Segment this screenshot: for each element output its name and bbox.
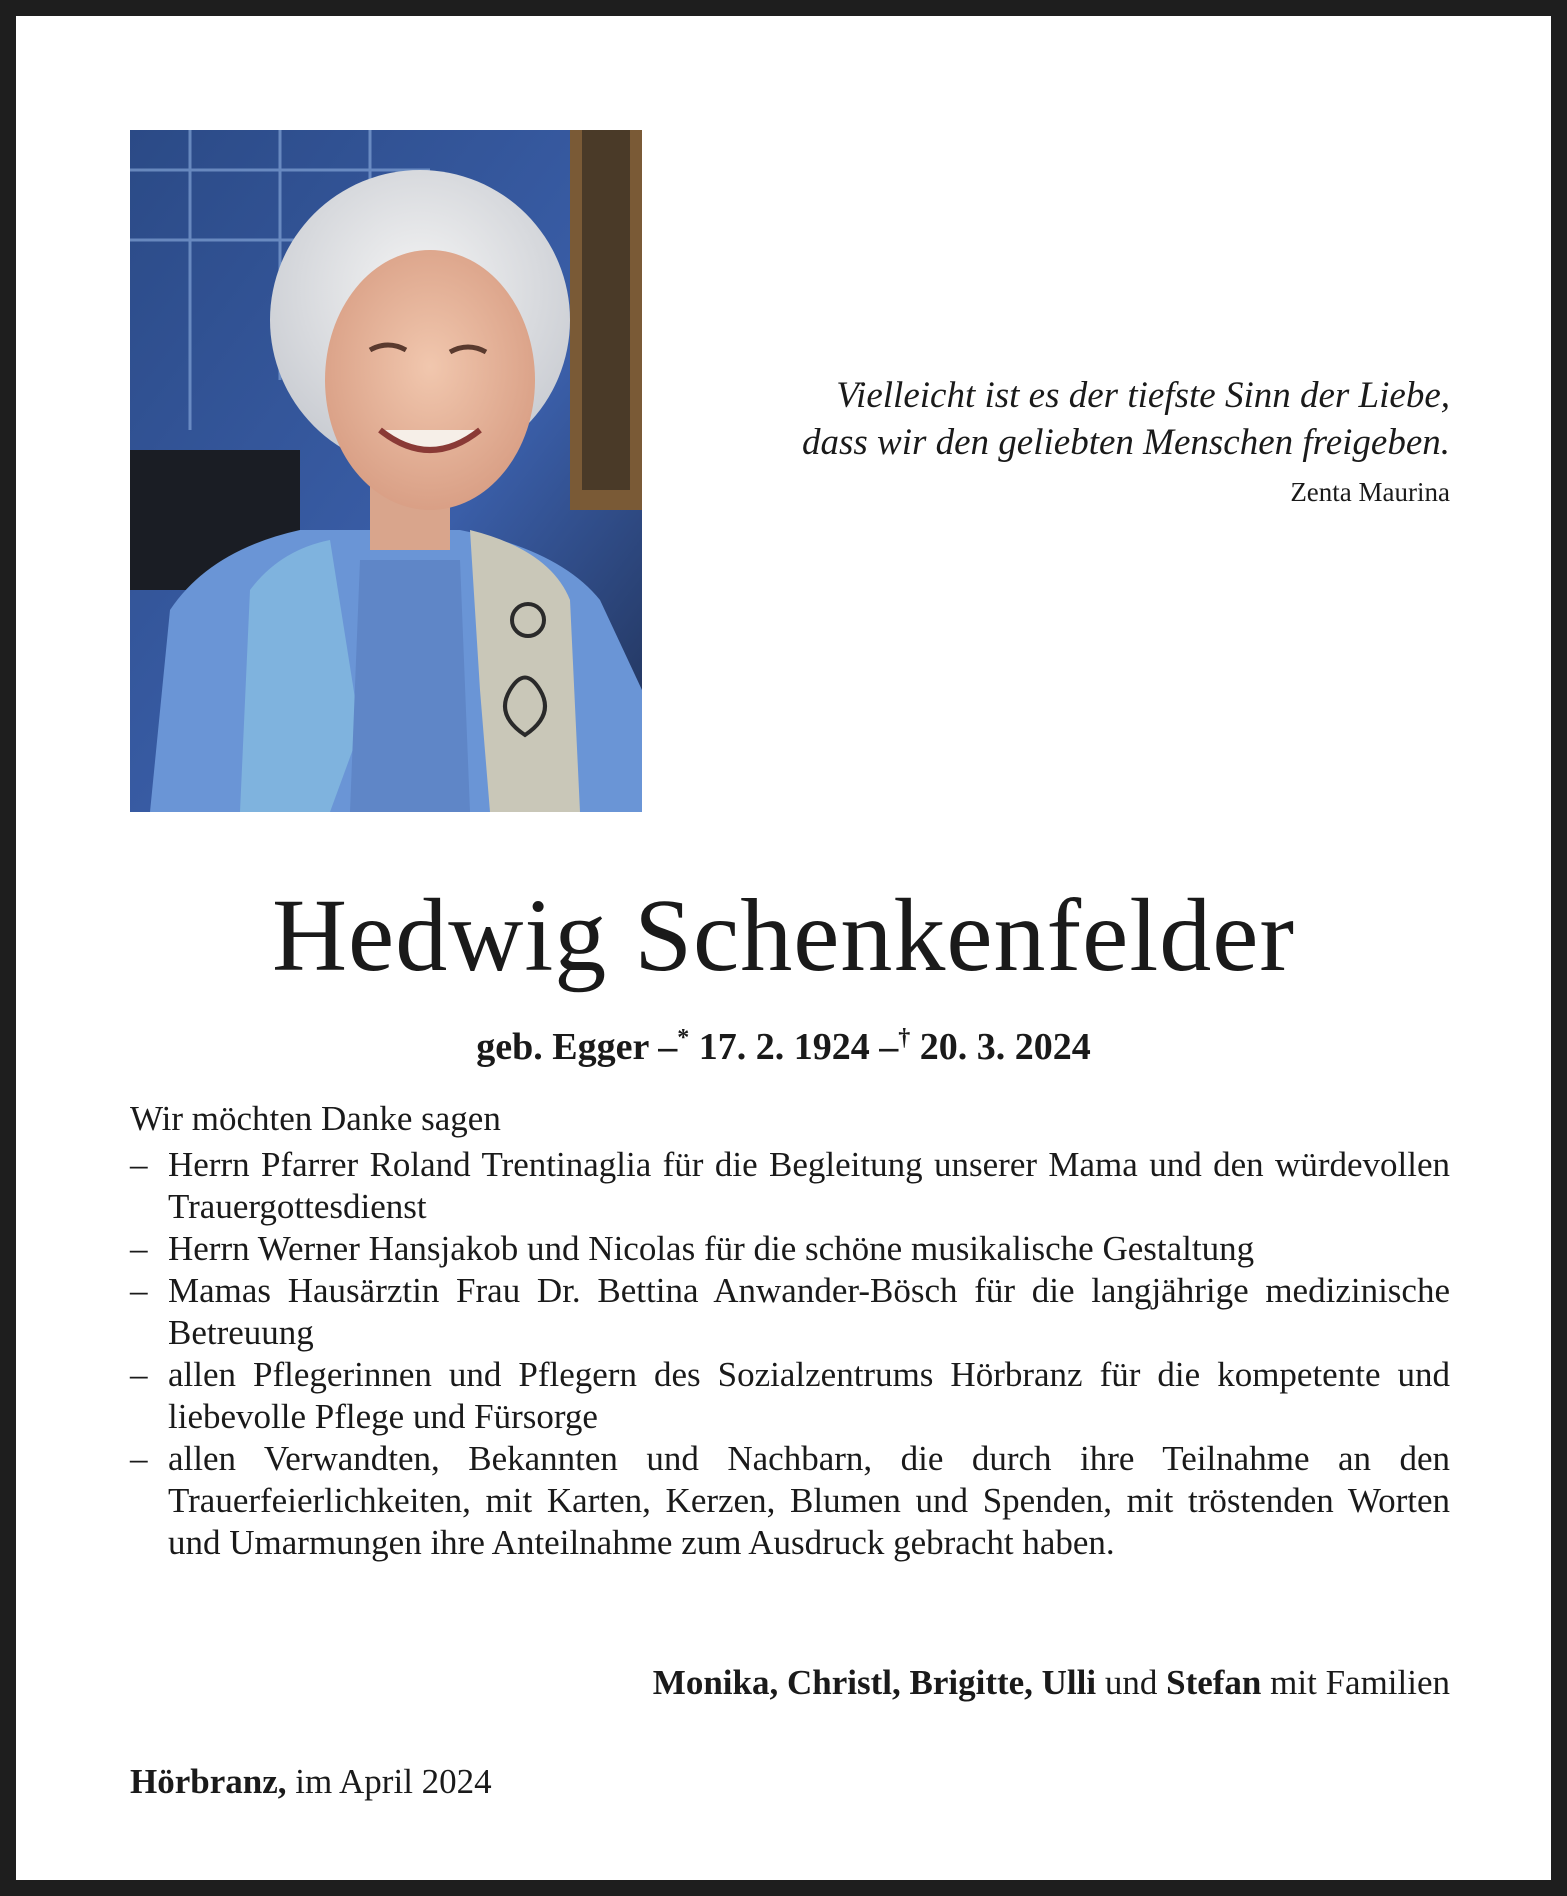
list-item: – allen Pflegerinnen und Pflegern des Sozialzentrums Hörbranz für die kompetente und liebevolle Pflege und Fürsorge — [130, 1354, 1450, 1438]
life-dates — [16, 1014, 1551, 1071]
maiden-name: geb. Egger — [476, 1026, 649, 1068]
death-symbol: † — [898, 1025, 911, 1051]
signature-names: Monika, Christl, Brigitte, Ulli — [652, 1663, 1097, 1702]
signature-suffix: mit Familien — [1270, 1663, 1450, 1702]
list-item: – Herrn Werner Hansjakob und Nicolas für die schöne musikalische Gestaltung — [130, 1228, 1450, 1270]
thanks-intro: Wir möchten Danke sagen — [130, 1099, 501, 1138]
place-month: im April 2024 — [295, 1762, 492, 1801]
birth-symbol: * — [677, 1025, 690, 1051]
place-date — [130, 1760, 492, 1804]
list-item: – Mamas Hausärztin Frau Dr. Bettina Anwander-Bösch für die langjährige medizinische Betreuung — [130, 1270, 1450, 1354]
signature-und: und — [1104, 1663, 1158, 1702]
death-date: 20. 3. 2024 — [919, 1026, 1091, 1068]
dates-separator: – — [658, 1026, 678, 1068]
thanks-section — [130, 1098, 1450, 1564]
quote-line-2: dass wir den geliebten Menschen freigeben. — [801, 422, 1450, 463]
quote-author: Zenta Maurina — [1290, 477, 1450, 507]
list-item: – allen Verwandten, Bekannten und Nachbarn, die durch ihre Teilnahme an den Trauerfeierlichkeiten, mit Karten, Kerzen, Blumen und Spenden, mit tröstenden Worten und Umarmungen ihre Anteilnahme zum Ausdruck gebracht haben. — [130, 1438, 1450, 1564]
birth-date: 17. 2. 1924 — [698, 1026, 870, 1068]
deceased-name: Hedwig Schenkenfelder — [271, 878, 1296, 993]
signature-last-name: Stefan — [1166, 1663, 1262, 1702]
portrait-image — [130, 130, 642, 812]
obituary-card — [16, 16, 1551, 1880]
dates-separator: – — [879, 1026, 899, 1068]
portrait-photo — [130, 130, 642, 812]
list-item: – Herrn Pfarrer Roland Trentinaglia für die Begleitung unserer Mama und den würdevollen Trauergottesdienst — [130, 1144, 1450, 1228]
quote-line-1: Vielleicht ist es der tiefste Sinn der Liebe, — [836, 375, 1450, 416]
place-town: Hörbranz, — [130, 1762, 287, 1801]
thanks-list — [130, 1144, 1450, 1564]
signature — [653, 1661, 1450, 1705]
quote-block — [716, 372, 1450, 512]
